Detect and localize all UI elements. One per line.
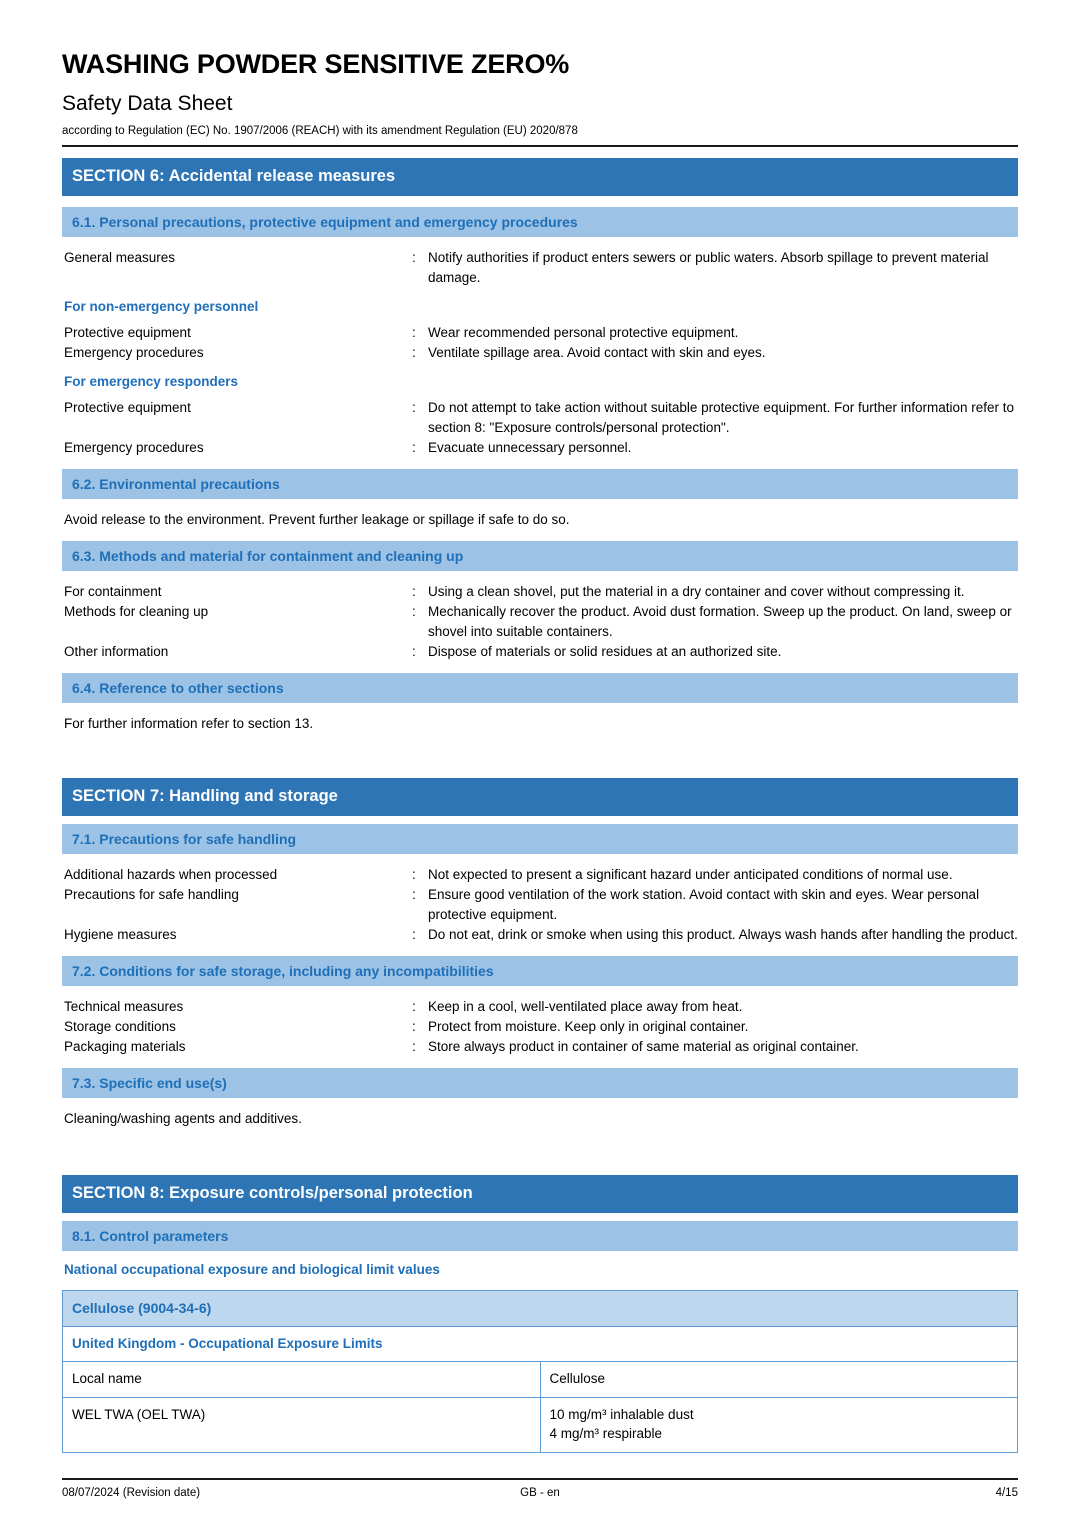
wel-twa-line-2: 4 mg/m³ respirable [549,1426,663,1442]
regulation-reference: according to Regulation (EC) No. 1907/2006 (REACH) with its amendment Regulation (EU) 2020/878 [62,124,578,137]
row-value: Wear recommended personal protective equipment. [428,325,739,341]
spacer [62,1213,1018,1221]
row-colon: : [412,866,416,882]
spacer [62,854,1018,865]
section-7-header: SECTION 7: Handling and storage [62,778,1018,816]
spacer [62,571,1018,582]
footer-locale: GB - en [520,1487,560,1499]
spacer [62,1057,1018,1068]
row-colon: : [412,1018,416,1034]
subsection-7-2-rows [62,997,1018,1057]
row-colon: : [412,604,416,620]
spacer [62,288,1018,299]
cell-local-name-value: Cellulose [540,1362,1018,1398]
spacer [62,196,1018,207]
subsection-6-2-header: 6.2. Environmental precautions [62,469,1018,499]
row-label: Hygiene measures [64,926,177,942]
spacer [62,703,1018,714]
subsection-6-1-rows-general [62,248,1018,288]
row-colon: : [412,1038,416,1054]
wel-twa-line-1: 10 mg/m³ inhalable dust [549,1406,694,1422]
page-footer [62,1478,1018,1499]
row-label: Packaging materials [64,1038,186,1054]
table-row [64,1017,1018,1037]
table-row [64,997,1018,1017]
cell-wel-twa-label: WEL TWA (OEL TWA) [63,1397,541,1452]
section-8-header: SECTION 8: Exposure controls/personal protection [62,1175,1018,1213]
row-value: Ensure good ventilation of the work station. Avoid contact with skin and eyes. Wear personal protective equipment. [428,886,980,922]
row-colon: : [412,644,416,660]
row-colon: : [412,926,416,942]
row-value: Notify authorities if product enters sewers or public waters. Absorb spillage to prevent material damage. [428,250,989,286]
row-value: Evacuate unnecessary personnel. [428,440,632,456]
row-label: Other information [64,644,169,660]
masthead-divider [62,145,1018,147]
table-row [64,582,1018,602]
spacer [62,1279,1018,1290]
table-row [64,323,1018,343]
row-value: Not expected to present a significant hazard under anticipated conditions of normal use. [428,866,953,882]
document-subtitle: Safety Data Sheet [62,91,233,115]
subsection-6-1-rows-non-emergency [62,323,1018,363]
subsection-6-4-header: 6.4. Reference to other sections [62,673,1018,703]
row-colon: : [412,584,416,600]
footer-revision-date: 08/07/2024 (Revision date) [62,1487,201,1499]
exposure-limits-table [62,1290,1018,1454]
row-value: Mechanically recover the product. Avoid dust formation. Sweep up the product. On land, sweep or shovel into suitable containers. [428,604,1012,640]
row-colon: : [412,250,416,266]
subsection-6-4-text: For further information refer to section 13. [64,716,314,732]
row-label: General measures [64,250,176,266]
row-label: Emergency procedures [64,440,204,456]
heading-national-limit-values: National occupational exposure and biological limit values [64,1262,440,1278]
table-row-substance [63,1290,1018,1326]
subsection-6-2-text: Avoid release to the environment. Prevent further leakage or spillage if safe to do so. [64,512,570,528]
row-colon: : [412,440,416,456]
spacer [62,1128,1018,1175]
table-row-region [63,1326,1018,1362]
subsection-6-1-header: 6.1. Personal precautions, protective equipment and emergency procedures [62,207,1018,237]
row-value: Dispose of materials or solid residues at an authorized site. [428,644,782,660]
spacer [62,816,1018,824]
footer-divider [62,1478,1018,1480]
row-colon: : [412,886,416,902]
spacer [62,662,1018,673]
table-row [64,248,1018,288]
table-row [64,343,1018,363]
table-row [64,438,1018,458]
table-row [64,885,1018,925]
subsection-6-3-header: 6.3. Methods and material for containment and cleaning up [62,541,1018,571]
subsection-7-3-text: Cleaning/washing agents and additives. [64,1110,302,1126]
row-label: For containment [64,584,162,600]
row-value: Protect from moisture. Keep only in original container. [428,1018,749,1034]
spacer [62,363,1018,374]
subsection-6-3-rows [62,582,1018,662]
spacer [62,1251,1018,1262]
row-label: Storage conditions [64,1018,176,1034]
row-value: Do not attempt to take action without suitable protective equipment. For further information refer to section 8: "Exposure controls/personal protection". [428,400,1015,436]
substance-name-cell: Cellulose (9004-34-6) [63,1290,1018,1326]
region-name-cell: United Kingdom - Occupational Exposure Limits [63,1326,1018,1362]
table-row [64,642,1018,662]
row-value: Ventilate spillage area. Avoid contact with skin and eyes. [428,345,766,361]
subsection-7-1-rows [62,865,1018,945]
spacer [62,237,1018,248]
footer-content [62,1487,1018,1499]
row-label: Protective equipment [64,400,191,416]
cell-local-name-label: Local name [63,1362,541,1398]
heading-non-emergency-personnel: For non-emergency personnel [64,299,259,315]
row-colon: : [412,325,416,341]
cell-wel-twa-value [540,1397,1018,1452]
table-row [64,1037,1018,1057]
table-row [63,1397,1018,1452]
row-colon: : [412,400,416,416]
row-label: Emergency procedures [64,345,204,361]
row-label: Precautions for safe handling [64,886,239,902]
page-title: WASHING POWDER SENSITIVE ZERO% [62,49,570,79]
row-label: Technical measures [64,998,184,1014]
table-row [64,865,1018,885]
row-value: Do not eat, drink or smoke when using this product. Always wash hands after handling the product. [428,926,1018,942]
section-6-header: SECTION 6: Accidental release measures [62,158,1018,196]
row-value: Using a clean shovel, put the material in a dry container and cover without compressing it. [428,584,965,600]
spacer [62,945,1018,956]
row-value: Keep in a cool, well-ventilated place away from heat. [428,998,743,1014]
subsection-7-1-header: 7.1. Precautions for safe handling [62,824,1018,854]
subsection-8-1-header: 8.1. Control parameters [62,1221,1018,1251]
subsection-6-1-rows-responders [62,398,1018,458]
spacer [62,1098,1018,1109]
table-row [64,398,1018,438]
spacer [62,986,1018,997]
row-label: Methods for cleaning up [64,604,209,620]
heading-emergency-responders: For emergency responders [64,374,239,390]
table-row [64,925,1018,945]
spacer [62,530,1018,541]
row-label: Additional hazards when processed [64,866,278,882]
spacer [62,315,1018,323]
row-label: Protective equipment [64,325,191,341]
spacer [62,734,1018,778]
table-row [63,1362,1018,1398]
subsection-7-2-header: 7.2. Conditions for safe storage, including any incompatibilities [62,956,1018,986]
row-colon: : [412,998,416,1014]
row-colon: : [412,345,416,361]
table-row [64,602,1018,642]
spacer [62,390,1018,398]
subsection-7-3-header: 7.3. Specific end use(s) [62,1068,1018,1098]
spacer [62,458,1018,469]
footer-page-number: 4/15 [995,1487,1018,1499]
spacer [62,499,1018,510]
row-value: Store always product in container of same material as original container. [428,1038,859,1054]
document-masthead [62,0,1018,147]
